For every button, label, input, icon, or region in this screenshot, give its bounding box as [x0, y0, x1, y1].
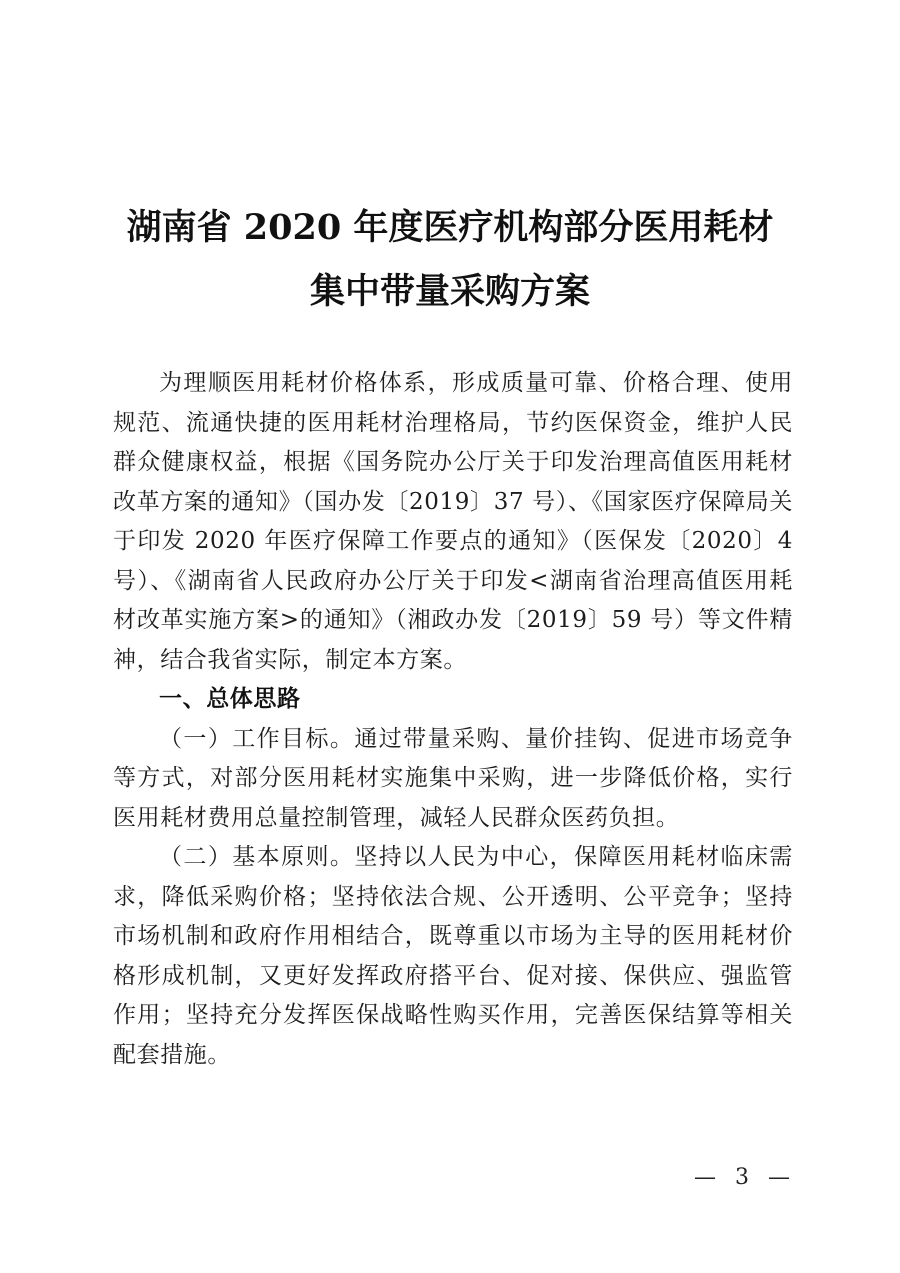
title-line-1: 湖南省 2020 年度医疗机构部分医用耗材 [126, 207, 774, 248]
section-heading-overall-approach: 一、总体思路 [159, 686, 301, 712]
work-goal-paragraph: （一）工作目标。通过带量采购、量价挂钩、促进市场竞争等方式，对部分医用耗材实施集中采购，进一步降低价格，实行医用耗材费用总量控制管理，减轻人民群众医药负担。 [113, 725, 793, 831]
document-body [113, 364, 793, 1075]
basic-principles-paragraph: （二）基本原则。坚持以人民为中心，保障医用耗材临床需求，降低采购价格；坚持依法合规、公开透明、公平竞争；坚持市场机制和政府作用相结合，既尊重以市场为主导的医用耗材价格形成机制，又更好发挥政府搭平台、促对接、保供应、强监管作用；坚持充分发挥医保战略性购买作用，完善医保结算等相关配套措施。 [113, 844, 793, 1068]
title-line-2: 集中带量采购方案 [309, 271, 590, 312]
page-number: — 3 — [694, 1165, 796, 1190]
document-title [0, 196, 900, 324]
intro-paragraph: 为理顺医用耗材价格体系，形成质量可靠、价格合理、使用规范、流通快捷的医用耗材治理格局，节约医保资金，维护人民群众健康权益，根据《国务院办公厅关于印发治理高值医用耗材改革方案的通知》（国办发〔2019〕37 号）、《国家医疗保障局关于印发 2020 年医疗保障工作要点的通知》（医保发〔2020〕4 号）、《湖南省人民政府办公厅关于印发<湖南省治理高值医用耗材改革实施方案>的通知》（湘政办发〔2019〕59 号）等文件精神，结合我省实际，制定本方案。 [113, 370, 793, 673]
